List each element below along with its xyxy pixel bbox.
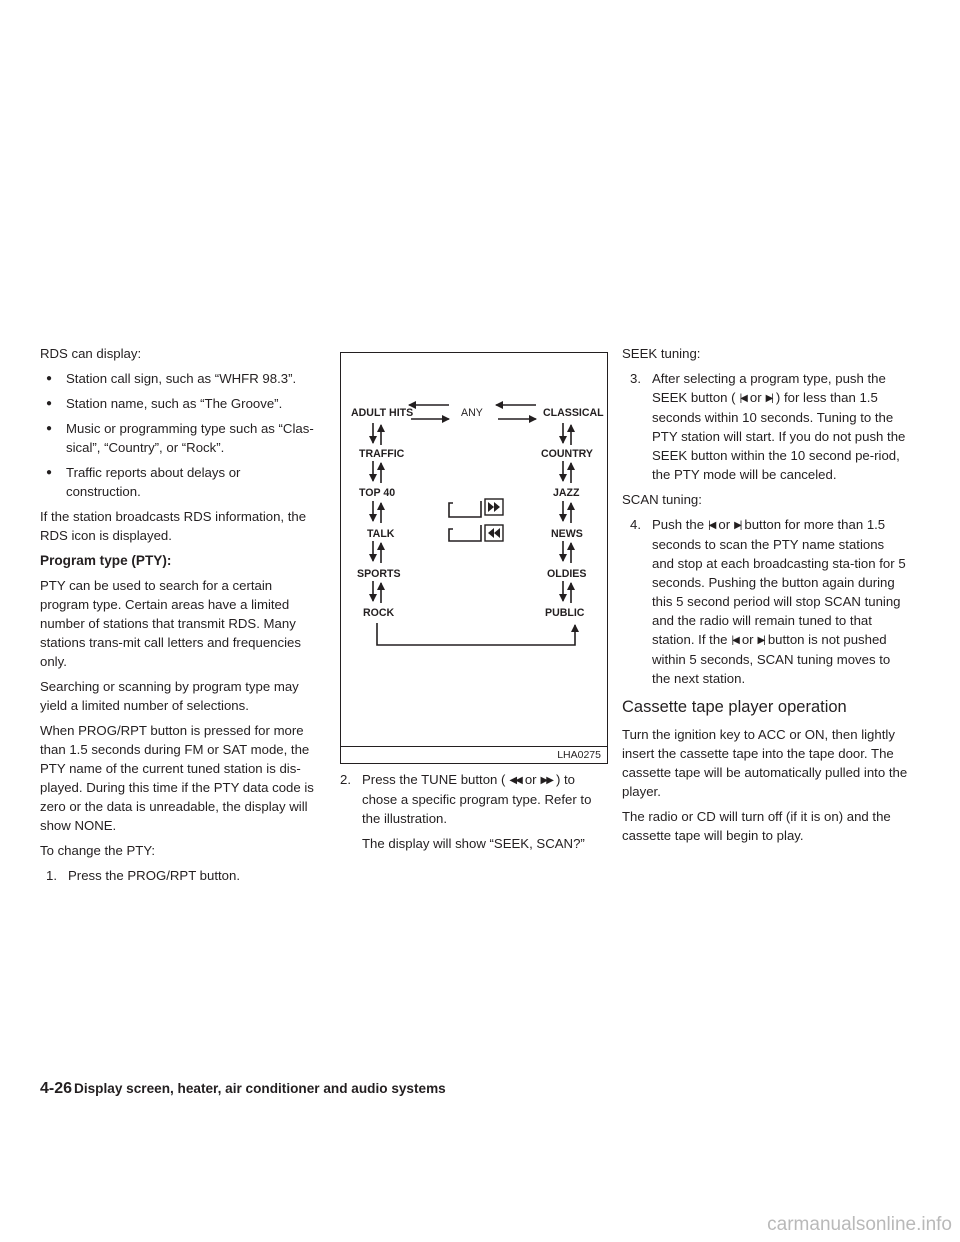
rds-intro: RDS can display: (40, 346, 142, 361)
scan-heading: SCAN tuning: (622, 492, 702, 507)
middle-column (340, 770, 608, 859)
label-news: NEWS (551, 528, 583, 540)
page-footer (40, 1080, 446, 1098)
bullet-item: ● Station call sign, such as “WHFR 98.3”. (46, 369, 316, 388)
step-text: ) to chose a specific program type. Refer to the illustration. (362, 772, 592, 826)
step-text-or: or (524, 772, 537, 787)
page-number: 4-26 (40, 1080, 73, 1097)
step-number: 4. (630, 517, 641, 532)
previous-track-icon: |◀ (731, 635, 738, 646)
watermark: carmanualsonline.info (767, 1214, 952, 1235)
rewind-icon: ◀◀ (509, 775, 521, 786)
left-column (40, 344, 316, 891)
step-text: button for more than 1.5 seconds to scan the PTY name stations and stop at each broadcasting sta-tion for 5 seconds. Pushing the button again during this 5 second period will stop SCAN tuning and the radio will remain tuned to that station. If the (652, 517, 906, 647)
previous-track-icon: |◀ (739, 393, 746, 404)
step-text: Press the TUNE button ( (362, 772, 506, 787)
figure-code: LHA0275 (341, 746, 607, 763)
step-4 (630, 515, 908, 688)
next-track-icon: ▶| (757, 635, 764, 646)
display-note: The display will show “SEEK, SCAN?” (362, 836, 585, 851)
step-text-or: or (749, 390, 762, 405)
label-oldies: OLDIES (547, 568, 587, 580)
pty-diagram (340, 352, 608, 764)
right-column (622, 344, 908, 851)
seek-heading: SEEK tuning: (622, 346, 701, 361)
step-number: 2. (340, 772, 351, 787)
step-number: 1. (46, 868, 57, 883)
label-country: COUNTRY (541, 448, 593, 460)
label-adult-hits: ADULT HITS (351, 407, 414, 419)
fast-forward-icon: ▶▶ (540, 775, 552, 786)
pty-heading: Program type (PTY): (40, 553, 172, 568)
label-rock: ROCK (363, 607, 395, 619)
step-text: After selecting a program type, push the SEEK button ( (652, 371, 886, 405)
bullet-item: ● Traffic reports about delays or construction. (46, 463, 316, 501)
step-number: 3. (630, 371, 641, 386)
press-line (449, 525, 481, 541)
press-line (449, 501, 481, 517)
step-1 (46, 866, 316, 885)
step-3 (630, 369, 908, 484)
step-text-or: or (741, 632, 754, 647)
label-public: PUBLIC (545, 607, 585, 619)
step-2 (340, 770, 608, 828)
step-text: ) for less than 1.5 seconds within 10 seconds. Tuning to the PTY station will start. If you do not push the SEEK button within the 10 second pe-riod, the PTY mode will be canceled. (652, 390, 906, 482)
pty-paragraph-2: Searching or scanning by program type may yield a limited number of selections. (40, 679, 299, 713)
label-top40: TOP 40 (359, 487, 396, 499)
pty-diagram-art (341, 353, 607, 747)
cassette-paragraph-2: The radio or CD will turn off (if it is on) and the cassette tape will begin to play. (622, 809, 891, 843)
bullet-item: ● Station name, such as “The Groove”. (46, 394, 316, 413)
step-text-or: or (718, 517, 731, 532)
pty-paragraph-1: PTY can be used to search for a certain program type. Certain areas have a limited number of stations that transmit RDS. Many stations trans-mit call letters and frequencies only. (40, 578, 301, 669)
label-traffic: TRAFFIC (359, 448, 405, 460)
next-track-icon: ▶| (734, 520, 741, 531)
label-jazz: JAZZ (553, 487, 580, 499)
change-pty-paragraph: To change the PTY: (40, 843, 156, 858)
next-track-icon: ▶| (765, 393, 772, 404)
fast-forward-icon (485, 499, 503, 515)
loop-arrow (377, 623, 575, 645)
step-text: button is not pushed within 5 seconds, SCAN tuning moves to the next station. (652, 632, 891, 686)
cassette-paragraph-1: Turn the ignition key to ACC or ON, then lightly insert the cassette tape into the tape door. The cassette tape will be automatically pulled into the player. (622, 727, 908, 799)
label-classical: CLASSICAL (543, 407, 604, 419)
bullet-item: ● Music or programming type such as “Clas-sical”, “Country”, or “Rock”. (46, 419, 316, 457)
step-text: Push the (652, 517, 705, 532)
cassette-section-title: Cassette tape player operation (622, 698, 847, 716)
previous-track-icon: |◀ (708, 520, 715, 531)
rewind-icon (485, 525, 503, 541)
label-any: ANY (461, 407, 483, 419)
rds-icon-paragraph: If the station broadcasts RDS information, the RDS icon is displayed. (40, 509, 307, 543)
label-sports: SPORTS (357, 568, 401, 580)
footer-section-title: Display screen, heater, air conditioner and audio systems (74, 1081, 446, 1096)
pty-paragraph-3: When PROG/RPT button is pressed for more than 1.5 seconds during FM or SAT mode, the PTY name of the current tuned station is dis-played. During this time if the PTY data code is zero or the data is unreadable, the display will show NONE. (40, 723, 314, 833)
label-talk: TALK (367, 528, 395, 540)
step-text: Press the PROG/RPT button. (68, 868, 240, 883)
